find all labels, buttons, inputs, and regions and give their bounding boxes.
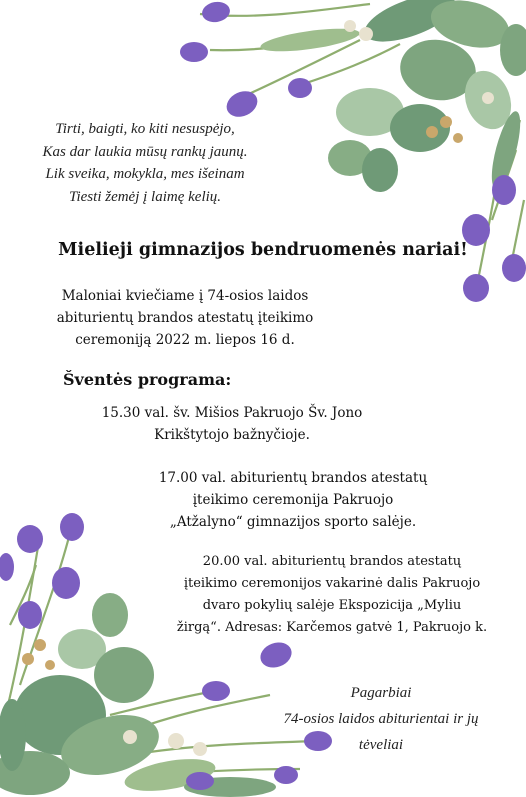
purple-flower-icon bbox=[186, 772, 214, 790]
event-line: 17.00 val. abiturientų brandos atestatų bbox=[158, 470, 428, 486]
signature bbox=[246, 680, 516, 758]
poem-line: Lik sveika, mokykla, mes išeinam bbox=[45, 166, 245, 182]
signature-line: tėveliai bbox=[358, 737, 404, 753]
purple-flower-icon bbox=[0, 553, 14, 581]
eucalyptus-leaf-icon bbox=[390, 104, 450, 152]
eucalyptus-leaf-icon bbox=[92, 593, 128, 637]
purple-flower-icon bbox=[52, 567, 80, 599]
invitation-line: abiturientų brandos atestatų įteikimo bbox=[56, 310, 314, 326]
event-line: Krikštytojo bažnyčioje. bbox=[154, 427, 310, 443]
purple-flower-icon bbox=[202, 681, 230, 701]
event-line: dvaro pokylių salėje Ekspozicija „Myliu bbox=[202, 598, 462, 613]
event-line: 20.00 val. abiturientų brandos atestatų bbox=[202, 554, 462, 569]
purple-flower-icon bbox=[200, 0, 231, 24]
greeting-heading: Mielieji gimnazijos bendruomenės nariai! bbox=[58, 240, 468, 260]
purple-flower-icon bbox=[60, 513, 84, 541]
event-line: įteikimo ceremonija Pakruojo bbox=[192, 492, 394, 508]
event-line: įteikimo ceremonijos vakarinė dalis Pakruojo bbox=[183, 576, 481, 591]
event-line: „Atžalyno“ gimnazijos sporto salėje. bbox=[169, 514, 417, 530]
eucalyptus-leaf-icon bbox=[362, 148, 398, 192]
purple-flower-icon bbox=[463, 274, 489, 302]
event-line: žirgą“. Adresas: Karčemos gatvė 1, Pakruojo k. bbox=[176, 620, 488, 635]
purple-flower-icon bbox=[492, 175, 516, 205]
purple-flower-icon bbox=[18, 601, 42, 629]
poem-line: Tirti, baigti, ko kiti nesuspėjo, bbox=[55, 121, 235, 137]
poem-line: Kas dar laukia mūsų rankų jaunų. bbox=[42, 143, 248, 160]
program-title: Šventės programa: bbox=[63, 370, 232, 389]
signature-line: Pagarbiai bbox=[350, 685, 412, 701]
signature-line: 74-osios laidos abiturientai ir jų bbox=[283, 711, 479, 727]
purple-flower-icon bbox=[17, 525, 43, 553]
purple-flower-icon bbox=[180, 42, 208, 62]
purple-flower-icon bbox=[288, 78, 312, 98]
program-event bbox=[52, 402, 412, 446]
purple-flower-icon bbox=[257, 638, 295, 671]
poem-line: Tiesti žemėj į laimę kelių. bbox=[68, 188, 222, 205]
invitation-line: ceremoniją 2022 m. liepos 16 d. bbox=[75, 332, 295, 348]
purple-flower-icon bbox=[274, 766, 298, 784]
eucalyptus-leaf-icon bbox=[94, 647, 154, 703]
invitation-line: Maloniai kviečiame į 74-osios laidos bbox=[61, 288, 309, 304]
program-event bbox=[140, 551, 524, 639]
program-event bbox=[120, 467, 466, 533]
invitation-text bbox=[20, 285, 350, 351]
event-line: 15.30 val. šv. Mišios Pakruojo Šv. Jono bbox=[101, 405, 363, 421]
poem bbox=[0, 118, 290, 208]
